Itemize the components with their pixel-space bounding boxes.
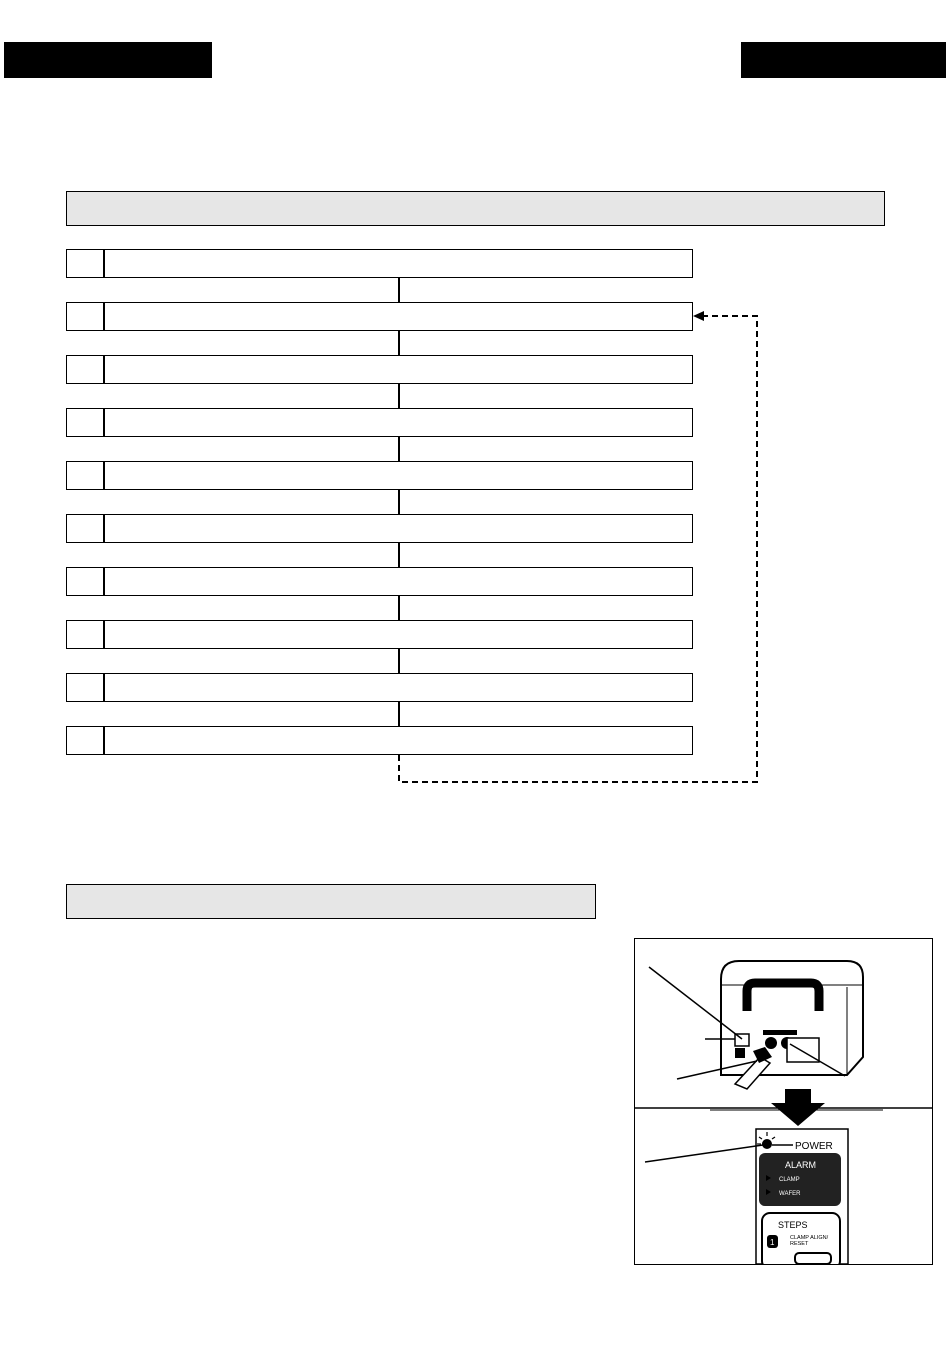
front-panel-view	[645, 1129, 848, 1264]
step-one-number: 1	[770, 1238, 775, 1247]
power-led	[762, 1139, 772, 1149]
power-label: POWER	[795, 1141, 833, 1152]
steps-label: STEPS	[778, 1220, 808, 1230]
device-figure	[634, 938, 933, 1265]
wafer-label: WAFER	[779, 1191, 801, 1197]
connector-left	[765, 1037, 777, 1049]
step-one-label-line1: CLAMP ALIGN/	[790, 1235, 829, 1241]
alarm-label: ALARM	[785, 1160, 817, 1170]
clamp-label: CLAMP	[779, 1177, 800, 1183]
device-illustration	[635, 939, 932, 1264]
section2-header	[66, 884, 596, 919]
step-one-label-line2: RESET	[790, 1241, 809, 1247]
device-rear-view	[649, 961, 863, 1089]
down-arrow-icon	[771, 1089, 825, 1126]
